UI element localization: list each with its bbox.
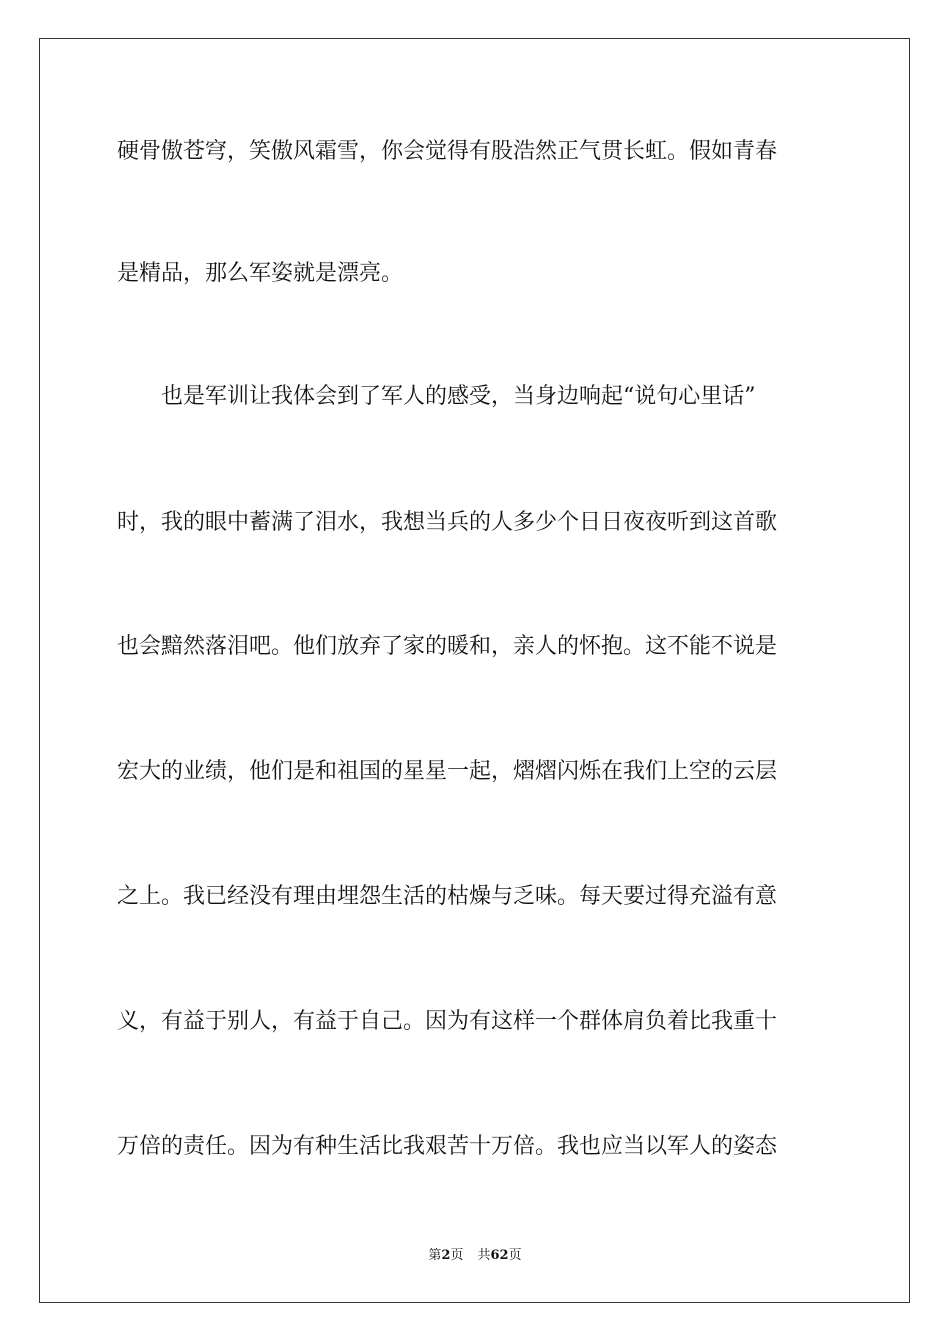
text-line-8: 义，有益于别人，有益于自己。因为有这样一个群体肩负着比我重十: [117, 1009, 778, 1034]
page-number: 2: [441, 1248, 451, 1263]
text-line-6: 宏大的业绩，他们是和祖国的星星一起，熠熠闪烁在我们上空的云层: [117, 759, 778, 784]
text-line-3: 也是军训让我体会到了军人的感受，当身边响起“说句心里话”: [117, 384, 756, 409]
total-pages: 62: [490, 1248, 509, 1263]
text-line-1: 硬骨傲苍穹，笑傲风霜雪，你会觉得有股浩然正气贯长虹。假如青春: [117, 139, 778, 164]
page-border: [39, 38, 910, 1303]
text-line-7: 之上。我已经没有理由埋怨生活的枯燥与乏味。每天要过得充溢有意: [117, 884, 778, 909]
text-line-9: 万倍的责任。因为有种生活比我艰苦十万倍。我也应当以军人的姿态: [117, 1134, 778, 1159]
text-line-4: 时，我的眼中蓄满了泪水，我想当兵的人多少个日日夜夜听到这首歌: [117, 510, 778, 535]
page-footer: [0, 1246, 950, 1266]
page-suffix: 页: [450, 1248, 464, 1263]
total-suffix: 页: [508, 1248, 522, 1263]
text-line-5: 也会黯然落泪吧。他们放弃了家的暖和，亲人的怀抱。这不能不说是: [117, 634, 778, 659]
text-line-2: 是精品，那么军姿就是漂亮。: [117, 261, 404, 286]
page-prefix: 第: [428, 1248, 442, 1263]
total-prefix: 共: [477, 1248, 491, 1263]
